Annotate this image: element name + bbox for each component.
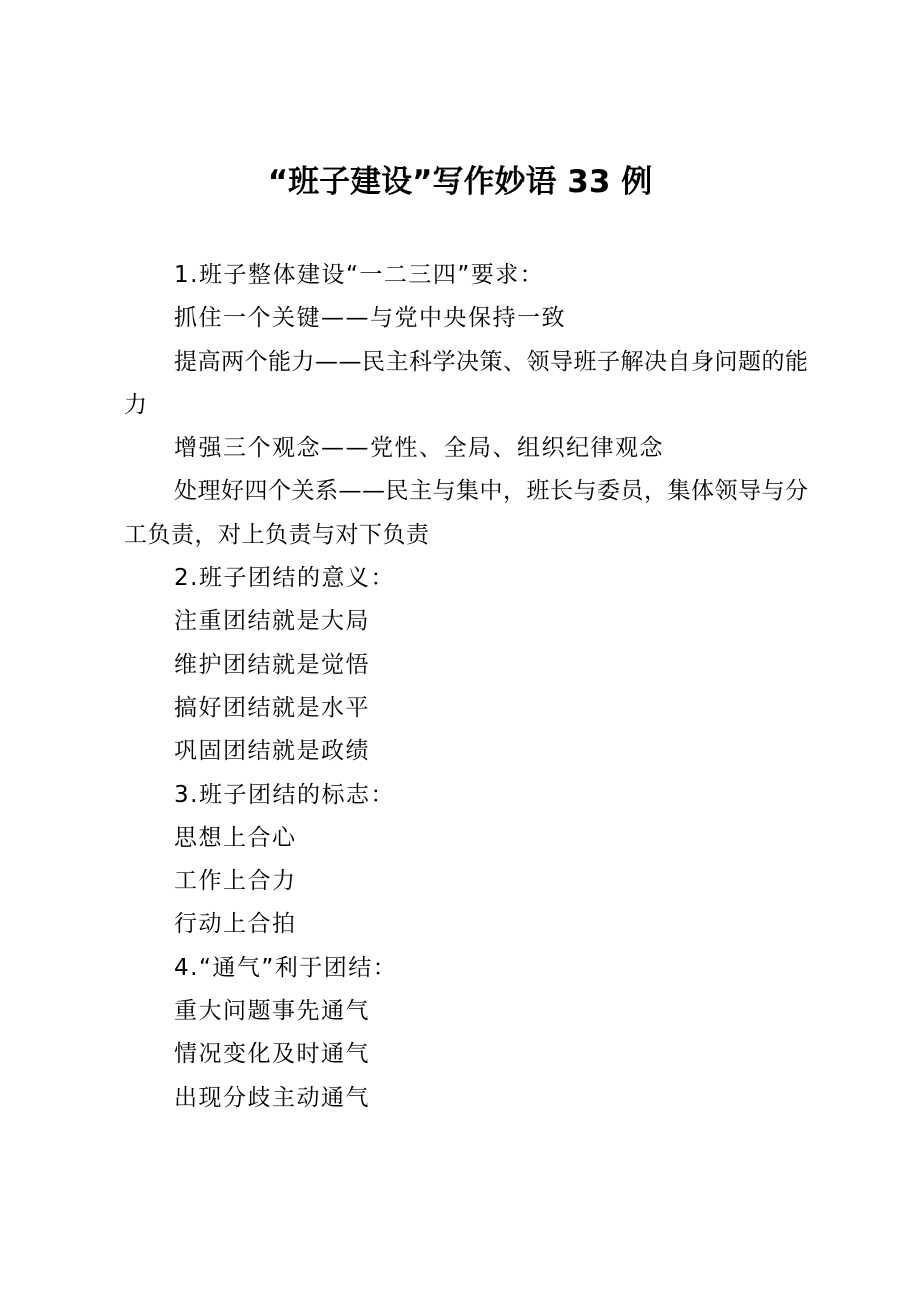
paragraph-line: 情况变化及时通气 xyxy=(174,1041,370,1068)
section-heading-2: 2.班子团结的意义： xyxy=(174,565,395,592)
paragraph-line: 提高两个能力——民主科学决策、领导班子解决自身问题的能力 xyxy=(124,348,809,418)
paragraph-line: 出现分歧主动通气 xyxy=(174,1084,370,1111)
document-body xyxy=(124,254,810,1120)
paragraph-line: 巩固团结就是政绩 xyxy=(174,738,370,765)
document-title: “班子建设”写作妙语 33 例 xyxy=(267,164,653,200)
section-heading-4: 4.“通气”利于团结： xyxy=(174,954,398,981)
section-heading-3: 3.班子团结的标志： xyxy=(174,781,395,808)
paragraph-line: 维护团结就是觉悟 xyxy=(174,651,370,678)
paragraph-line: 搞好团结就是水平 xyxy=(174,694,370,721)
paragraph-line: 思想上合心 xyxy=(174,824,297,851)
paragraph-line: 工作上合力 xyxy=(174,868,297,895)
paragraph-line: 注重团结就是大局 xyxy=(174,608,370,635)
paragraph-line: 行动上合拍 xyxy=(174,911,297,938)
paragraph-line: 抓住一个关键——与党中央保持一致 xyxy=(174,305,566,332)
section-heading-1: 1.班子整体建设“一二三四”要求： xyxy=(174,262,545,288)
paragraph-line: 增强三个观念——党性、全局、组织纪律观念 xyxy=(174,435,664,462)
paragraph-line: 处理好四个关系——民主与集中，班长与委员，集体领导与分工负责，对上负责与对下负责 xyxy=(124,478,809,548)
paragraph-line: 重大问题事先通气 xyxy=(174,998,370,1025)
